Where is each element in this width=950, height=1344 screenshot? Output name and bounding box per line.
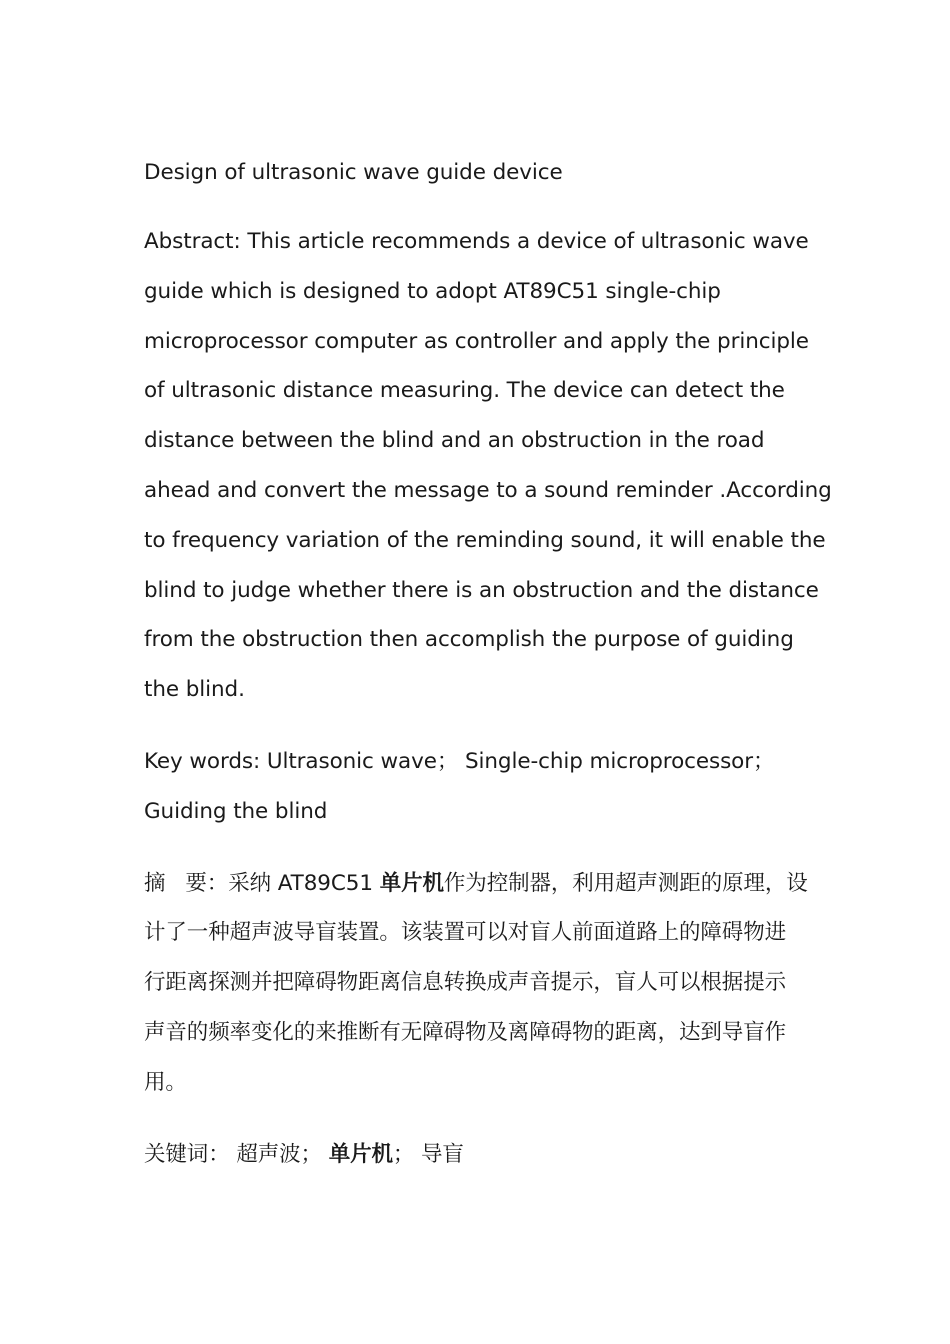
abstract-cn-label-b: 要：采纳 AT89C51	[185, 870, 380, 896]
keyword-cn: 导盲	[421, 1141, 464, 1167]
abstract-line: to frequency variation of the reminding sound, it will enable the	[144, 527, 826, 553]
english-abstract	[144, 217, 832, 715]
abstract-cn-label-a: 摘	[144, 870, 166, 896]
abstract-line: from the obstruction then accomplish the purpose of guiding	[144, 627, 794, 653]
abstract-cn-line: 用。	[144, 1069, 187, 1095]
keywords-line: Guiding the blind	[144, 798, 328, 824]
abstract-line: distance between the blind and an obstruction in the road	[144, 428, 765, 454]
abstract-line: blind to judge whether there is an obstruction and the distance	[144, 577, 819, 603]
abstract-line: of ultrasonic distance measuring. The device can detect the	[144, 378, 785, 404]
abstract-cn-text: 作为控制器，利用超声测距的原理，设	[443, 870, 808, 896]
keyword-cn: 超声波；	[236, 1141, 322, 1167]
keyword-separator: ；	[392, 1141, 415, 1167]
english-keywords	[144, 737, 814, 837]
abstract-line: microprocessor computer as controller and apply the principle	[144, 328, 809, 354]
keywords-line: Key words: Ultrasonic wave； Single-chip microprocessor；	[144, 748, 775, 774]
abstract-cn-line	[144, 859, 814, 909]
abstract-line: ahead and convert the message to a sound reminder .According	[144, 477, 832, 503]
keyword-cn-bold: 单片机	[328, 1141, 393, 1167]
abstract-cn-line: 行距离探测并把障碍物距离信息转换成声音提示，盲人可以根据提示	[144, 970, 787, 996]
abstract-cn-line: 计了一种超声波导盲装置。该装置可以对盲人前面道路上的障碍物进	[144, 920, 787, 946]
bold-term: 单片机	[379, 870, 444, 896]
abstract-cn-line: 声音的频率变化的来推断有无障碍物及离障碍物的距离，达到导盲作	[144, 1019, 787, 1045]
chinese-abstract	[144, 859, 814, 1108]
document-page	[144, 150, 832, 1179]
document-title: Design of ultrasonic wave guide device	[144, 160, 563, 185]
abstract-line: the blind.	[144, 677, 245, 703]
abstract-line: guide which is designed to adopt AT89C51 single-chip	[144, 278, 721, 304]
abstract-line: Abstract: This article recommends a device of ultrasonic wave	[144, 229, 809, 254]
chinese-keywords	[144, 1130, 814, 1180]
keywords-cn-line	[144, 1130, 814, 1180]
keywords-cn-label: 关键词：	[144, 1141, 230, 1167]
